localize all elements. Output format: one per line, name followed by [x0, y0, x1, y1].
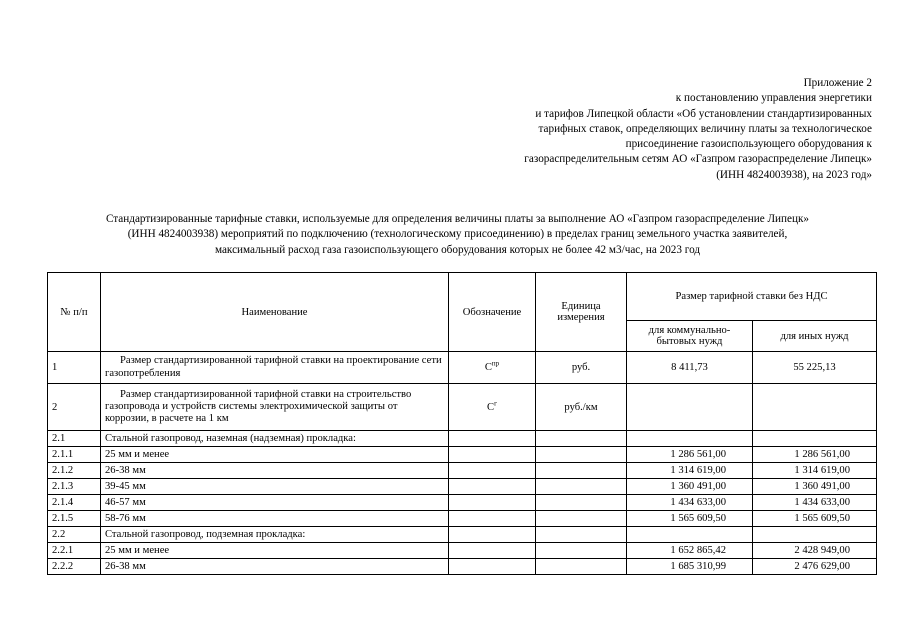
row-num: 2	[48, 384, 101, 431]
row-designation	[449, 384, 536, 431]
header-num: № п/п	[48, 273, 101, 352]
row-name: Размер стандартизированной тарифной ставки на проектирование сети газопотребления	[101, 352, 449, 384]
table-row	[48, 495, 877, 511]
row-other	[753, 527, 877, 543]
row-other: 1 360 491,00	[753, 479, 877, 495]
row-name: Стальной газопровод, наземная (надземная) прокладка:	[101, 431, 449, 447]
appendix-line: газораспределительным сетям АО «Газпром газораспределение Липецк»	[524, 153, 872, 166]
row-other	[753, 431, 877, 447]
appendix-line: к постановлению управления энергетики	[675, 92, 872, 105]
row-other: 1 286 561,00	[753, 447, 877, 463]
row-other: 1 565 609,50	[753, 511, 877, 527]
row-num: 2.2.1	[48, 543, 101, 559]
row-name: 26-38 мм	[101, 559, 449, 575]
row-household	[627, 384, 753, 431]
table-row	[48, 511, 877, 527]
row-name: 26-38 мм	[101, 463, 449, 479]
row-symbol-sup: г	[494, 398, 497, 407]
appendix-line: и тарифов Липецкой области «Об установлении стандартизированных	[535, 107, 872, 120]
row-household: 1 314 619,00	[627, 463, 753, 479]
row-name: 46-57 мм	[101, 495, 449, 511]
appendix-line: (ИНН 4824003938), на 2023 год»	[716, 168, 872, 181]
row-num: 2.1.5	[48, 511, 101, 527]
table-row	[48, 479, 877, 495]
row-designation	[449, 352, 536, 384]
row-other	[753, 384, 877, 431]
row-symbol: С	[484, 362, 492, 373]
row-num: 2.1.4	[48, 495, 101, 511]
row-household: 1 434 633,00	[627, 495, 753, 511]
appendix-line: тарифных ставок, определяющих величину платы за технологическое	[538, 122, 872, 135]
header-unit: Единица измерения	[536, 273, 627, 352]
row-household: 1 286 561,00	[627, 447, 753, 463]
table-row	[48, 431, 877, 447]
row-other: 1 314 619,00	[753, 463, 877, 479]
header-other: для иных нужд	[753, 321, 877, 352]
row-other: 55 225,13	[753, 352, 877, 384]
row-other: 2 476 629,00	[753, 559, 877, 575]
row-household: 8 411,73	[627, 352, 753, 384]
row-household	[627, 527, 753, 543]
row-name: Стальной газопровод, подземная прокладка:	[101, 527, 449, 543]
title-line: (ИНН 4824003938) мероприятий по подключению (технологическому присоединению) в пределах границ земельного участка заявителей,	[127, 228, 788, 241]
title-line: максимальный расход газа газоиспользующего оборудования которых не более 42 м3/час, на 2023 год	[214, 243, 701, 256]
table-row	[48, 559, 877, 575]
table-row	[48, 352, 877, 384]
row-unit: руб.	[536, 352, 627, 384]
row-name: 25 мм и менее	[101, 447, 449, 463]
row-num: 2.1.2	[48, 463, 101, 479]
row-household: 1 360 491,00	[627, 479, 753, 495]
row-other: 1 434 633,00	[753, 495, 877, 511]
row-num: 2.1	[48, 431, 101, 447]
row-num: 2.2.2	[48, 559, 101, 575]
header-rate: Размер тарифной ставки без НДС	[627, 273, 877, 321]
table-row	[48, 543, 877, 559]
row-household: 1 565 609,50	[627, 511, 753, 527]
header-household: для коммунально-бытовых нужд	[627, 321, 753, 352]
row-name: 58-76 мм	[101, 511, 449, 527]
row-symbol: С	[487, 401, 495, 413]
title-line: Стандартизированные тарифные ставки, используемые для определения величины платы за выполнение АО «Газпром газораспределение Липецк»	[105, 213, 810, 225]
header-designation: Обозначение	[449, 273, 536, 352]
row-num: 2.1.1	[48, 447, 101, 463]
appendix-line: присоединение газоиспользующего оборудования к	[625, 138, 872, 151]
row-household: 1 685 310,99	[627, 559, 753, 575]
table-row	[48, 463, 877, 479]
row-num: 1	[48, 352, 101, 384]
row-symbol-sup: пр	[491, 359, 500, 368]
document-title	[40, 212, 875, 258]
table-row	[48, 447, 877, 463]
row-household	[627, 431, 753, 447]
row-household: 1 652 865,42	[627, 543, 753, 559]
table-row	[48, 384, 877, 431]
row-unit: руб./км	[536, 384, 627, 431]
row-num: 2.2	[48, 527, 101, 543]
row-num: 2.1.3	[48, 479, 101, 495]
row-other: 2 428 949,00	[753, 543, 877, 559]
appendix-line: Приложение 2	[803, 77, 872, 89]
row-name: Размер стандартизированной тарифной ставки на строительство газопровода и устройств системы электрохимической защиты от коррозии, в расчете на 1 км	[101, 384, 449, 431]
table-row	[48, 527, 877, 543]
row-name: 25 мм и менее	[101, 543, 449, 559]
appendix-header	[442, 76, 872, 183]
header-name: Наименование	[101, 273, 449, 352]
row-name: 39-45 мм	[101, 479, 449, 495]
rates-table	[47, 272, 877, 575]
